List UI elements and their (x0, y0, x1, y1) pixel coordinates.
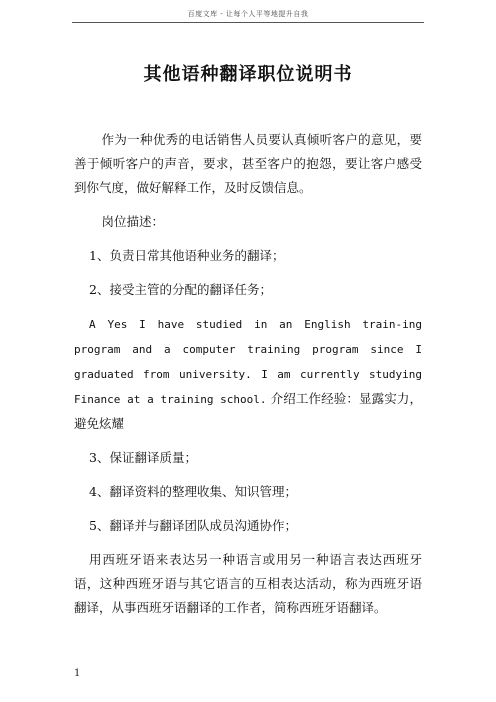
section-label: 岗位描述： (101, 214, 165, 229)
english-text: A Yes I have studied in an English train-ing program and a computer training program since I graduated from university. I am currently studying Finance at a training school. (74, 318, 422, 406)
page-number: 1 (74, 668, 81, 679)
intro-paragraph: 作为一种优秀的电话销售人员要认真倾听客户的意见，要善于倾听客户的声音，要求，甚至客户的抱怨，要让客户感受到你气度，做好解释工作，及时反馈信息。 (74, 132, 422, 195)
list-item-2: 2、接受主管的分配的翻译任务； (89, 282, 272, 297)
english-paragraph (74, 312, 422, 436)
spanish-paragraph: 用西班牙语来表达另一种语言或用另一种语言表达西班牙语，这种西班牙语与其它语言的互相表达活动，称为西班牙语翻译，从事西班牙语翻译的工作者，简称西班牙语翻译。 (74, 552, 422, 615)
list-item-5: 5、翻译并与翻译团队成员沟通协作； (89, 518, 297, 533)
header-divider (72, 22, 424, 23)
english-trailing-text: 介绍工作经验：显露实力，避免炫耀 (74, 391, 422, 431)
list-item-3: 3、保证翻译质量； (89, 450, 197, 465)
page-header: 百度文库 - 让每个人平等地提升自我 (187, 10, 309, 18)
document-title: 其他语种翻译职位说明书 (143, 64, 353, 85)
list-item-4: 4、翻译资料的整理收集、知识管理； (89, 484, 297, 499)
list-item-1: 1、负责日常其他语种业务的翻译； (89, 248, 285, 263)
document-body (74, 128, 422, 620)
